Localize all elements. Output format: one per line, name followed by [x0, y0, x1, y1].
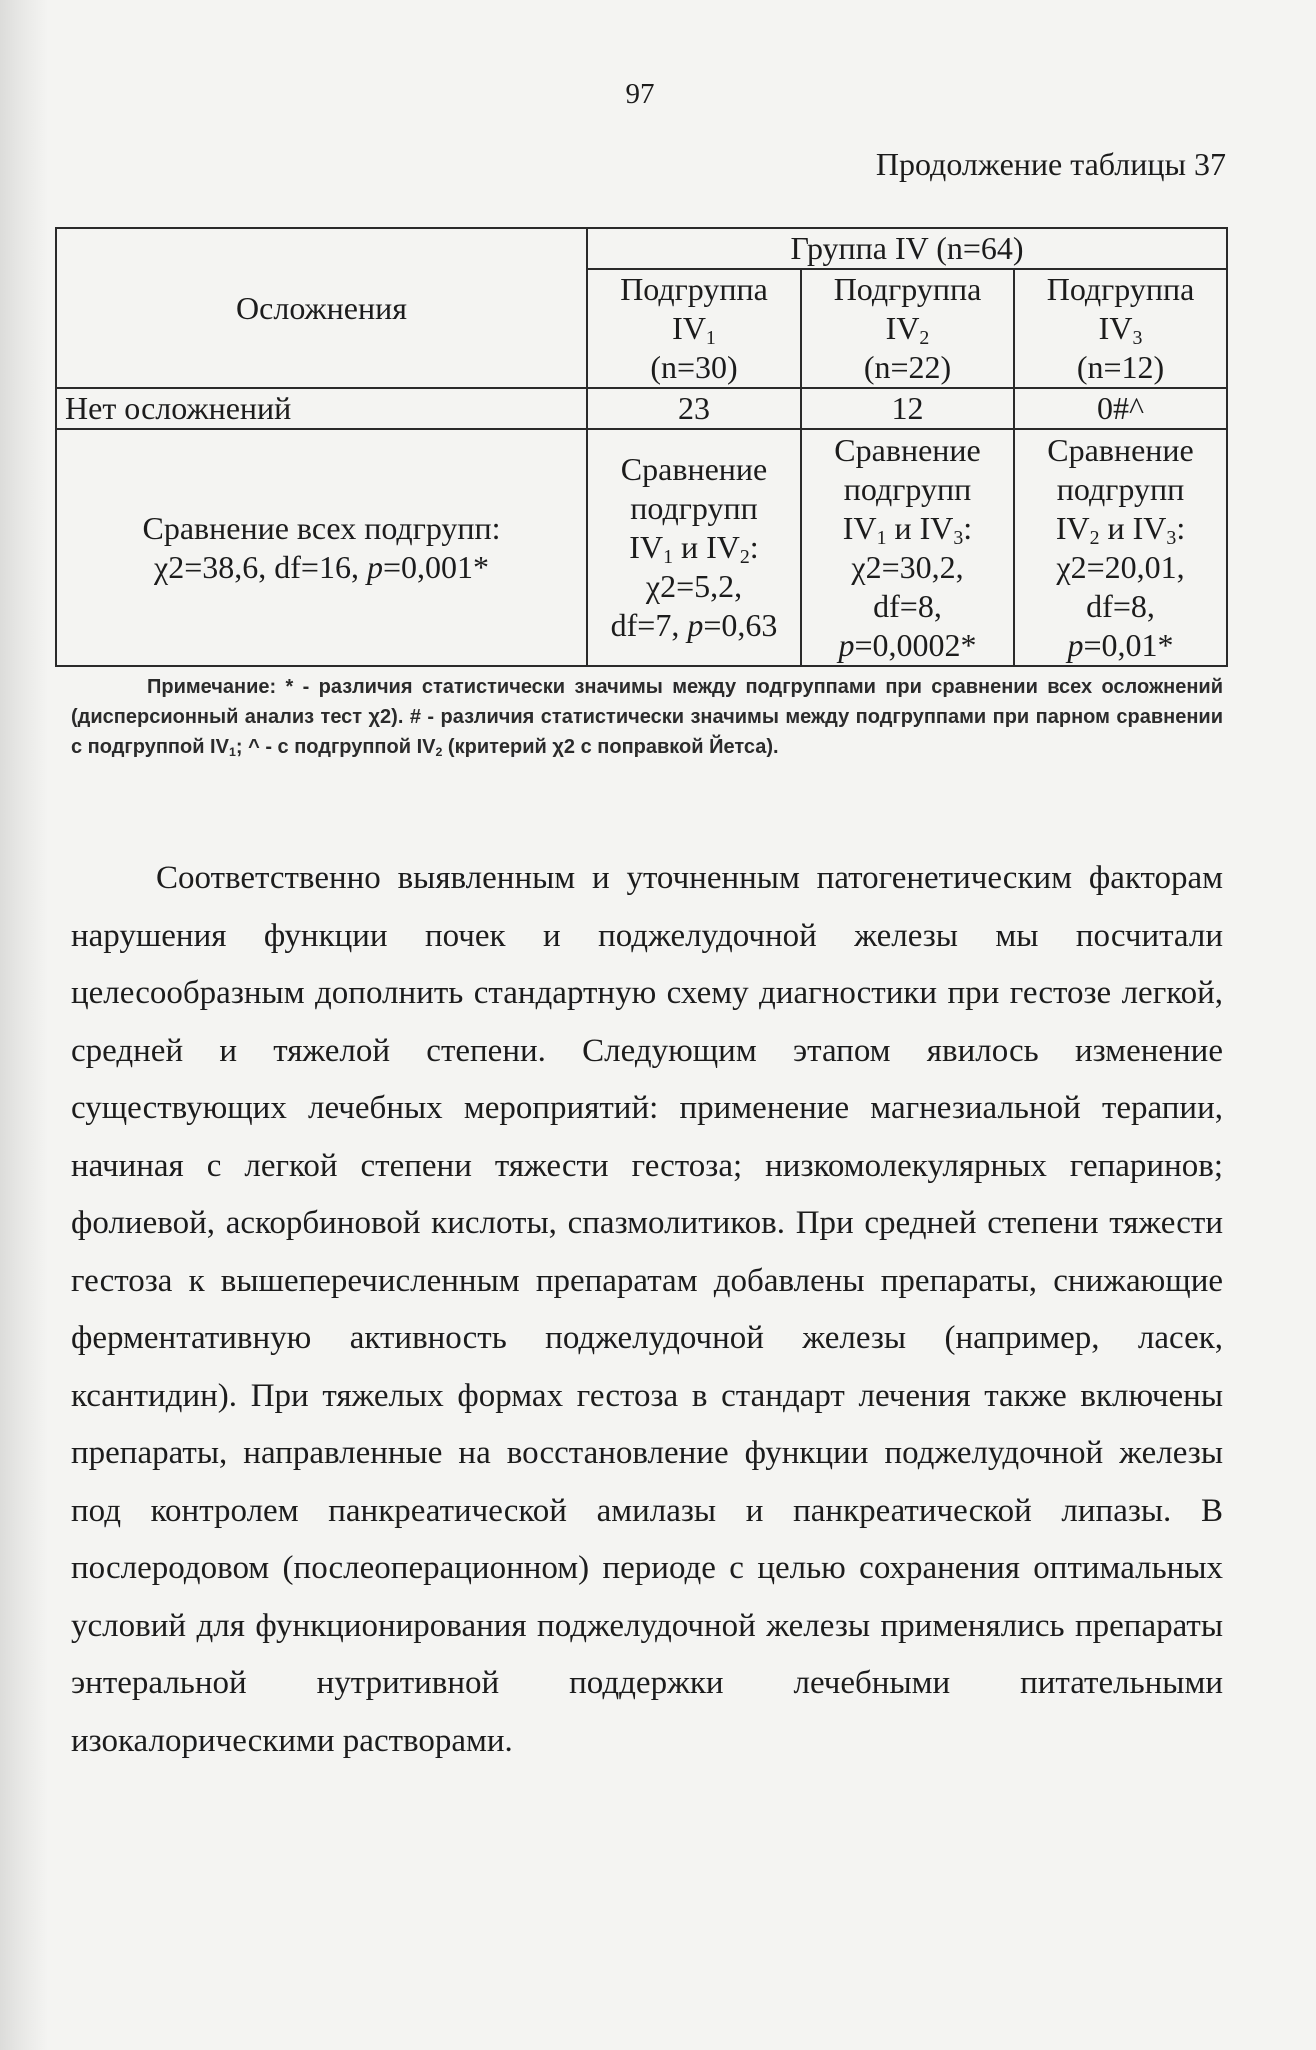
subgroup-label: Подгруппа — [833, 271, 982, 308]
header-group-iv: Группа IV (n=64) — [587, 228, 1227, 269]
table-caption: Продолжение таблицы 37 — [875, 146, 1226, 182]
cell-value: 12 — [801, 388, 1014, 429]
row-label-no-complications: Нет осложнений — [56, 388, 587, 429]
header-subgroup-iv3 — [1014, 269, 1227, 388]
header-subgroup-iv1 — [587, 269, 801, 388]
subgroup-code: $IV_1$ — [672, 310, 716, 350]
subgroup-code: $IV_2$ — [885, 310, 930, 350]
page-number: 97 — [625, 78, 655, 110]
cell-value: 23 — [587, 388, 801, 429]
scan-shadow-edge — [0, 0, 48, 2050]
complications-table — [55, 227, 1228, 667]
table-note: Примечание: * - различия статистически значимы между подгруппами при сравнении всех осложнений (дисперсионный анализ тест χ2). # - различия статистически значимы между подгруппами при парном сравнении с подгруппой $IV_1$; ^ - с подгруппой $IV_2$ (критерий χ2 с поправкой Йетса). — [71, 676, 1223, 760]
comparison-iv1-iv2: Сравнение подгрупп $IV_1$ и $IV_2$: χ2=5,2, df=7, p=0,63 — [587, 429, 801, 666]
comparison-all-line2: χ2=38,6, df=16, p=0,001* — [154, 548, 489, 585]
comparison-all-line1: Сравнение всех подгрупп: — [142, 509, 501, 546]
table-row-comparison — [56, 429, 1227, 666]
subgroup-label: Подгруппа — [1046, 271, 1195, 308]
header-subgroup-iv2 — [801, 269, 1014, 388]
header-complications: Осложнения — [56, 228, 587, 388]
comparison-iv1-iv3: Сравнение подгрупп $IV_1$ и $IV_3$: χ2=30,2, df=8, p=0,0002* — [801, 429, 1014, 666]
subgroup-n: (n=22) — [863, 349, 952, 386]
comparison-iv2-iv3: Сравнение подгрупп $IV_2$ и $IV_3$: χ2=20,01, df=8, p=0,01* — [1014, 429, 1227, 666]
table-header-row — [56, 228, 1227, 269]
cell-value: 0#^ — [1014, 388, 1227, 429]
row-label-comparison-all — [56, 429, 587, 666]
subgroup-n: (n=12) — [1076, 349, 1165, 386]
table-row-no-complications — [56, 388, 1227, 429]
paragraph-text: Соответственно выявленным и уточненным патогенетическим факторам нарушения функции почек и поджелудочной железы мы посчитали целесообразным дополнить стандартную схему диагностики при гестозе легкой, средней и тяжелой степени. Следующим этапом явилось изменение существующих лечебных мероприятий: применение магнезиальной терапии, начиная с легкой степени тяжести гестоза; низкомолекулярных гепаринов; фолиевой, аскорбиновой кислоты, спазмолитиков. При средней степени тяжести гестоза к вышеперечисленным препаратам добавлены препараты, снижающие ферментативную активность поджелудочной железы (например, ласек, ксантидин). При тяжелых формах гестоза в стандарт лечения также включены препараты, направленные на восстановление функции поджелудочной железы под контролем панкреатической амилазы и панкреатической липазы. В послеродовом (послеоперационном) периоде с целью сохранения оптимальных условий для функционирования поджелудочной железы применялись препараты энтеральной нутритивной поддержки лечебными питательными изокалорическими растворами. — [71, 860, 1223, 1759]
subgroup-code: $IV_3$ — [1098, 310, 1143, 350]
subgroup-label: Подгруппа — [620, 271, 768, 308]
subgroup-n: (n=30) — [650, 349, 738, 386]
body-paragraph — [71, 850, 1223, 1770]
